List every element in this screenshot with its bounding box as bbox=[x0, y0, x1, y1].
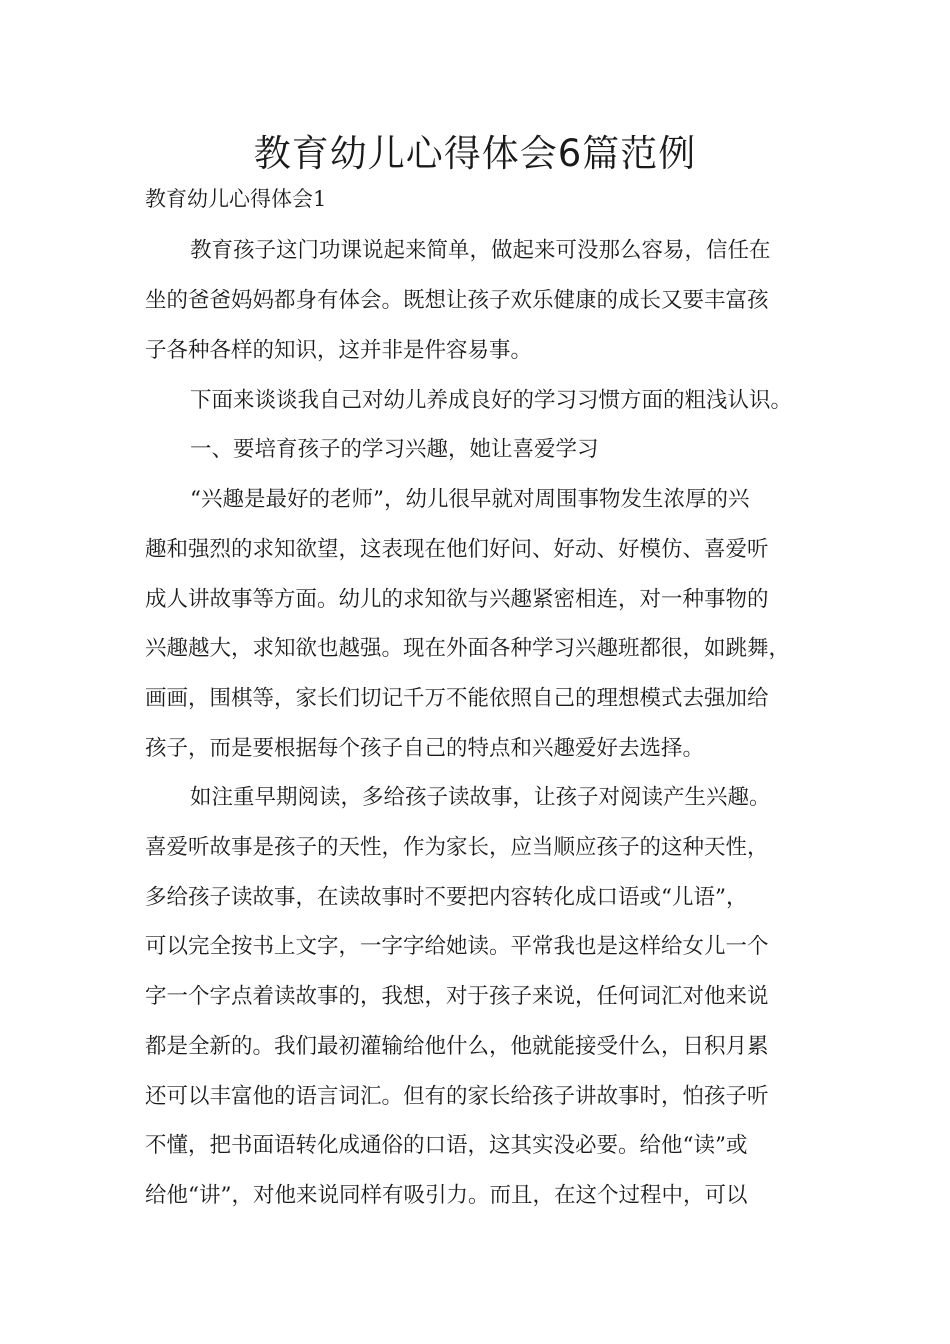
document-title: 教育幼儿心得体会6篇范例 bbox=[253, 132, 697, 175]
paragraph-line: 字一个字点着读故事的，我想，对于孩子来说，任何词汇对他来说 bbox=[145, 984, 769, 1009]
paragraph-line: 兴趣越大，求知欲也越强。现在外面各种学习兴趣班都很，如跳舞， bbox=[145, 636, 791, 661]
paragraph-line: 可以完全按书上文字，一字字给她读。平常我也是这样给女儿一个 bbox=[145, 934, 769, 959]
paragraph-line: 多给孩子读故事，在读故事时不要把内容转化成口语或“儿语”， bbox=[145, 885, 748, 910]
paragraph-line: 子各种各样的知识，这并非是件容易事。 bbox=[145, 338, 533, 363]
paragraph-line: 如注重早期阅读，多给孩子读故事，让孩子对阅读产生兴趣。 bbox=[190, 785, 771, 810]
paragraph-line: 下面来谈谈我自己对幼儿养成良好的学习习惯方面的粗浅认识。 bbox=[190, 388, 793, 413]
paragraph-line: 坐的爸爸妈妈都身有体会。既想让孩子欢乐健康的成长又要丰富孩 bbox=[145, 288, 769, 313]
section-heading: 教育幼儿心得体会1 bbox=[145, 187, 327, 211]
paragraph-line: 还可以丰富他的语言词汇。但有的家长给孩子讲故事时，怕孩子听 bbox=[145, 1084, 769, 1109]
paragraph-line: 趣和强烈的求知欲望，这表现在他们好问、好动、好模仿、喜爱听 bbox=[145, 537, 769, 562]
paragraph-line: 给他“讲”，对他来说同样有吸引力。而且，在这个过程中，可以 bbox=[145, 1183, 748, 1208]
paragraph-line: 教育孩子这门功课说起来简单，做起来可没那么容易，信任在 bbox=[190, 238, 771, 263]
paragraph-line: “兴趣是最好的老师”，幼儿很早就对周围事物发生浓厚的兴 bbox=[190, 487, 750, 512]
paragraph-line: 孩子，而是要根据每个孩子自己的特点和兴趣爱好去选择。 bbox=[145, 736, 705, 761]
paragraph-line: 都是全新的。我们最初灌输给他什么，他就能接受什么，日积月累 bbox=[145, 1034, 769, 1059]
paragraph-line: 喜爱听故事是孩子的天性，作为家长，应当顺应孩子的这种天性， bbox=[145, 835, 769, 860]
paragraph-line: 不懂，把书面语转化成通俗的口语，这其实没必要。给他“读”或 bbox=[145, 1133, 748, 1158]
paragraph-line: 成人讲故事等方面。幼儿的求知欲与兴趣紧密相连，对一种事物的 bbox=[145, 587, 769, 612]
paragraph-line: 一、要培育孩子的学习兴趣，她让喜爱学习 bbox=[190, 437, 599, 462]
paragraph-line: 画画，围棋等，家长们切记千万不能依照自己的理想模式去强加给 bbox=[145, 686, 769, 711]
